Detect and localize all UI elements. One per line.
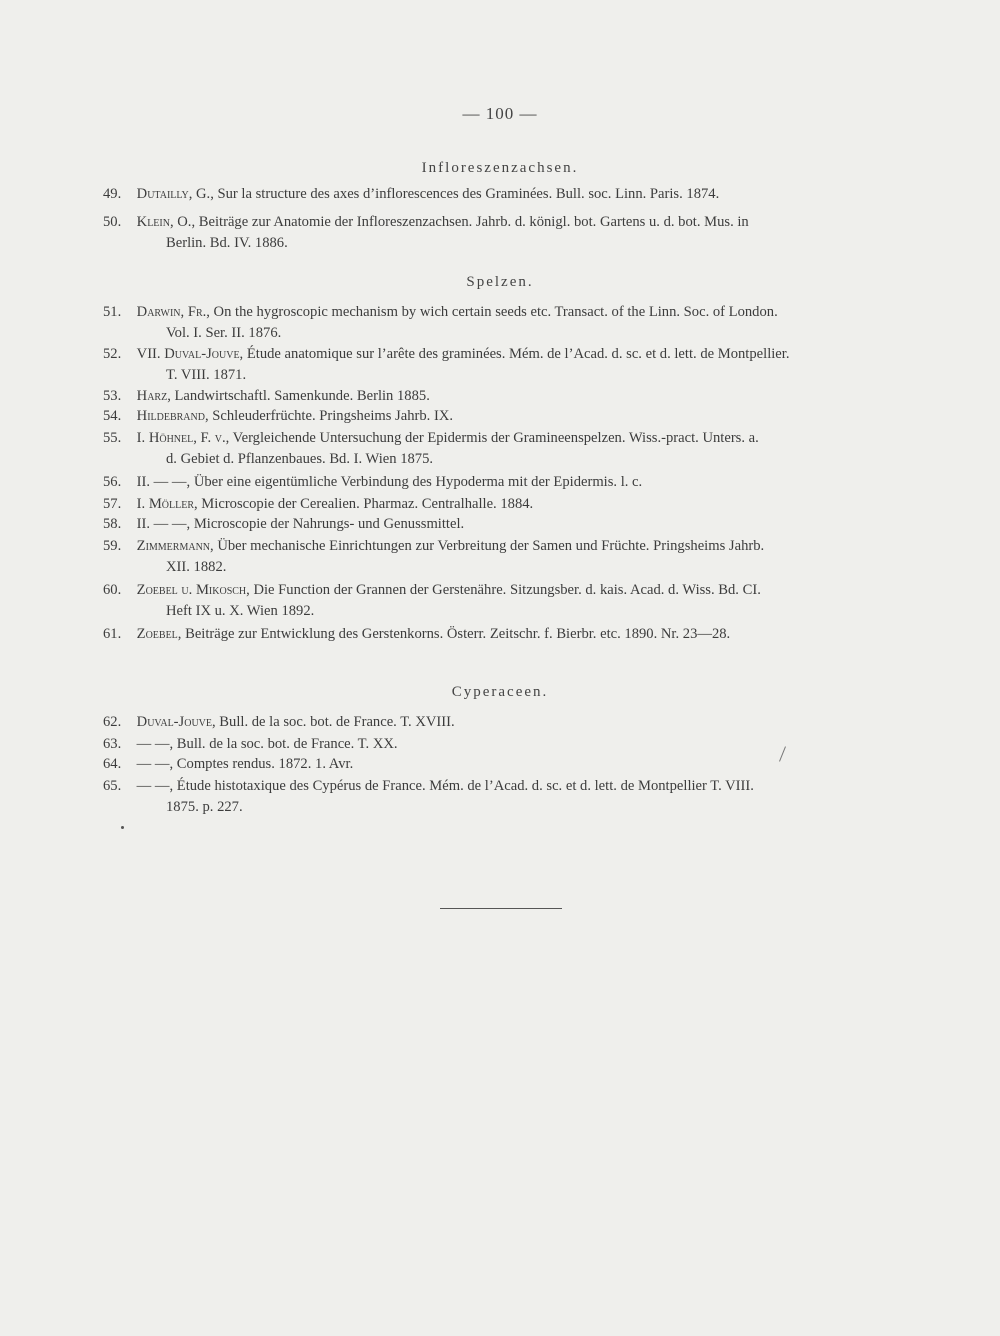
page-number: — 100 —	[462, 104, 538, 123]
entry-author: Darwin, Fr.,	[136, 304, 210, 320]
bibliography-entry	[103, 184, 915, 205]
bibliography-entry	[103, 776, 915, 818]
entry-author: Zimmermann,	[136, 538, 214, 554]
section-heading-spelzen: Spelzen.	[466, 274, 534, 290]
entry-number: 55.	[103, 430, 122, 446]
bibliography-entry	[103, 302, 915, 344]
entry-text: Beiträge zur Entwicklung des Gerstenkorns. Österr. Zeitschr. f. Bierbr. etc. 1890. Nr. 23—28.	[181, 626, 731, 642]
entry-number: 51.	[103, 304, 122, 320]
entry-text: Étude anatomique sur l’arête des graminées. Mém. de l’Acad. d. sc. et d. lett. de Montpellier.	[243, 346, 790, 362]
entry-text: On the hygroscopic mechanism by wich certain seeds etc. Transact. of the Linn. Soc. of London.	[209, 304, 778, 320]
entry-author: Hildebrand,	[136, 408, 209, 424]
entry-number: 60.	[103, 582, 122, 598]
bibliography-entry	[103, 494, 915, 515]
bibliography-entry	[103, 386, 915, 407]
entry-author: Zoebel u. Mikosch,	[136, 582, 250, 598]
closing-rule	[440, 908, 562, 909]
entry-text: Étude histotaxique des Cypérus de France. Mém. de l’Acad. d. sc. et d. lett. de Montpellier T. VIII.	[173, 778, 754, 794]
entry-author: — —,	[136, 736, 174, 752]
entry-text: Comptes rendus. 1872. 1. Avr.	[173, 756, 354, 772]
entry-author: II. — —,	[136, 474, 191, 490]
entry-text: Vergleichende Untersuchung der Epidermis der Gramineenspelzen. Wiss.-pract. Unters. a.	[229, 430, 759, 446]
entry-number: 59.	[103, 538, 122, 554]
entry-text: Bull. de la soc. bot. de France. T. XX.	[173, 736, 398, 752]
entry-number: 65.	[103, 778, 122, 794]
entry-author: I. Höhnel, F. v.,	[136, 430, 230, 446]
entry-number: 53.	[103, 388, 122, 404]
entry-number: 58.	[103, 516, 122, 532]
entry-number: 62.	[103, 714, 122, 730]
entry-continuation: Heft IX u. X. Wien 1892.	[166, 603, 315, 619]
entry-author: Dutailly, G.,	[136, 186, 214, 202]
bibliography-entry	[103, 344, 915, 386]
entry-continuation: Vol. I. Ser. II. 1876.	[166, 325, 282, 341]
bibliography-entry	[103, 212, 915, 254]
entry-number: 54.	[103, 408, 122, 424]
bibliography-entry	[103, 514, 915, 535]
entry-number: 63.	[103, 736, 122, 752]
entry-author: — —,	[136, 756, 174, 772]
bibliography-entry	[103, 536, 915, 578]
entry-text: Landwirtschaftl. Samenkunde. Berlin 1885.	[170, 388, 430, 404]
entry-continuation: T. VIII. 1871.	[166, 367, 247, 383]
entry-author: Duval-Jouve,	[136, 714, 216, 730]
entry-text: Beiträge zur Anatomie der Infloreszenzachsen. Jahrb. d. königl. bot. Gartens u. d. bot. Mus. in	[195, 214, 749, 230]
entry-text: Die Function der Grannen der Gerstenähre. Sitzungsber. d. kais. Acad. d. Wiss. Bd. CI.	[249, 582, 761, 598]
entry-text: Microscopie der Nahrungs- und Genussmittel.	[190, 516, 465, 532]
entry-text: Bull. de la soc. bot. de France. T. XVIII.	[215, 714, 455, 730]
entry-text: Schleuderfrüchte. Pringsheims Jahrb. IX.	[208, 408, 454, 424]
bibliography-entry	[103, 472, 915, 493]
entry-number: 56.	[103, 474, 122, 490]
entry-author: I. Möller,	[136, 496, 198, 512]
entry-author: II. — —,	[136, 516, 191, 532]
entry-number: 61.	[103, 626, 122, 642]
bibliography-entry	[103, 580, 915, 622]
bibliography-entry	[103, 406, 915, 427]
bibliography-entry	[103, 428, 915, 470]
entry-number: 64.	[103, 756, 122, 772]
entry-author: Zoebel,	[136, 626, 182, 642]
entry-author: Harz,	[136, 388, 171, 404]
stray-ink-dot	[121, 826, 124, 829]
entry-text: Sur la structure des axes d’inflorescences des Graminées. Bull. soc. Linn. Paris. 1874.	[213, 186, 720, 202]
entry-text: Microscopie der Cerealien. Pharmaz. Centralhalle. 1884.	[197, 496, 534, 512]
bibliography-entry	[103, 734, 915, 755]
entry-author: VII. Duval-Jouve,	[136, 346, 244, 362]
entry-continuation: 1875. p. 227.	[166, 799, 243, 815]
entry-continuation: Berlin. Bd. IV. 1886.	[166, 235, 288, 251]
entry-continuation: XII. 1882.	[166, 559, 227, 575]
section-heading-infloreszenzachsen: Infloreszenzachsen.	[421, 160, 579, 176]
entry-number: 49.	[103, 186, 122, 202]
bibliography-entry	[103, 624, 915, 645]
entry-number: 52.	[103, 346, 122, 362]
bibliography-entry	[103, 712, 915, 733]
entry-author: Klein, O.,	[136, 214, 196, 230]
entry-number: 50.	[103, 214, 122, 230]
bibliography-entry	[103, 754, 915, 775]
section-heading-cyperaceen: Cyperaceen.	[451, 684, 549, 700]
entry-number: 57.	[103, 496, 122, 512]
entry-continuation: d. Gebiet d. Pflanzenbaues. Bd. I. Wien 1875.	[166, 451, 434, 467]
entry-text: Über eine eigentümliche Verbindung des Hypoderma mit der Epidermis. l. c.	[190, 474, 643, 490]
entry-author: — —,	[136, 778, 174, 794]
entry-text: Über mechanische Einrichtungen zur Verbreitung der Samen und Früchte. Pringsheims Jahrb.	[213, 538, 765, 554]
